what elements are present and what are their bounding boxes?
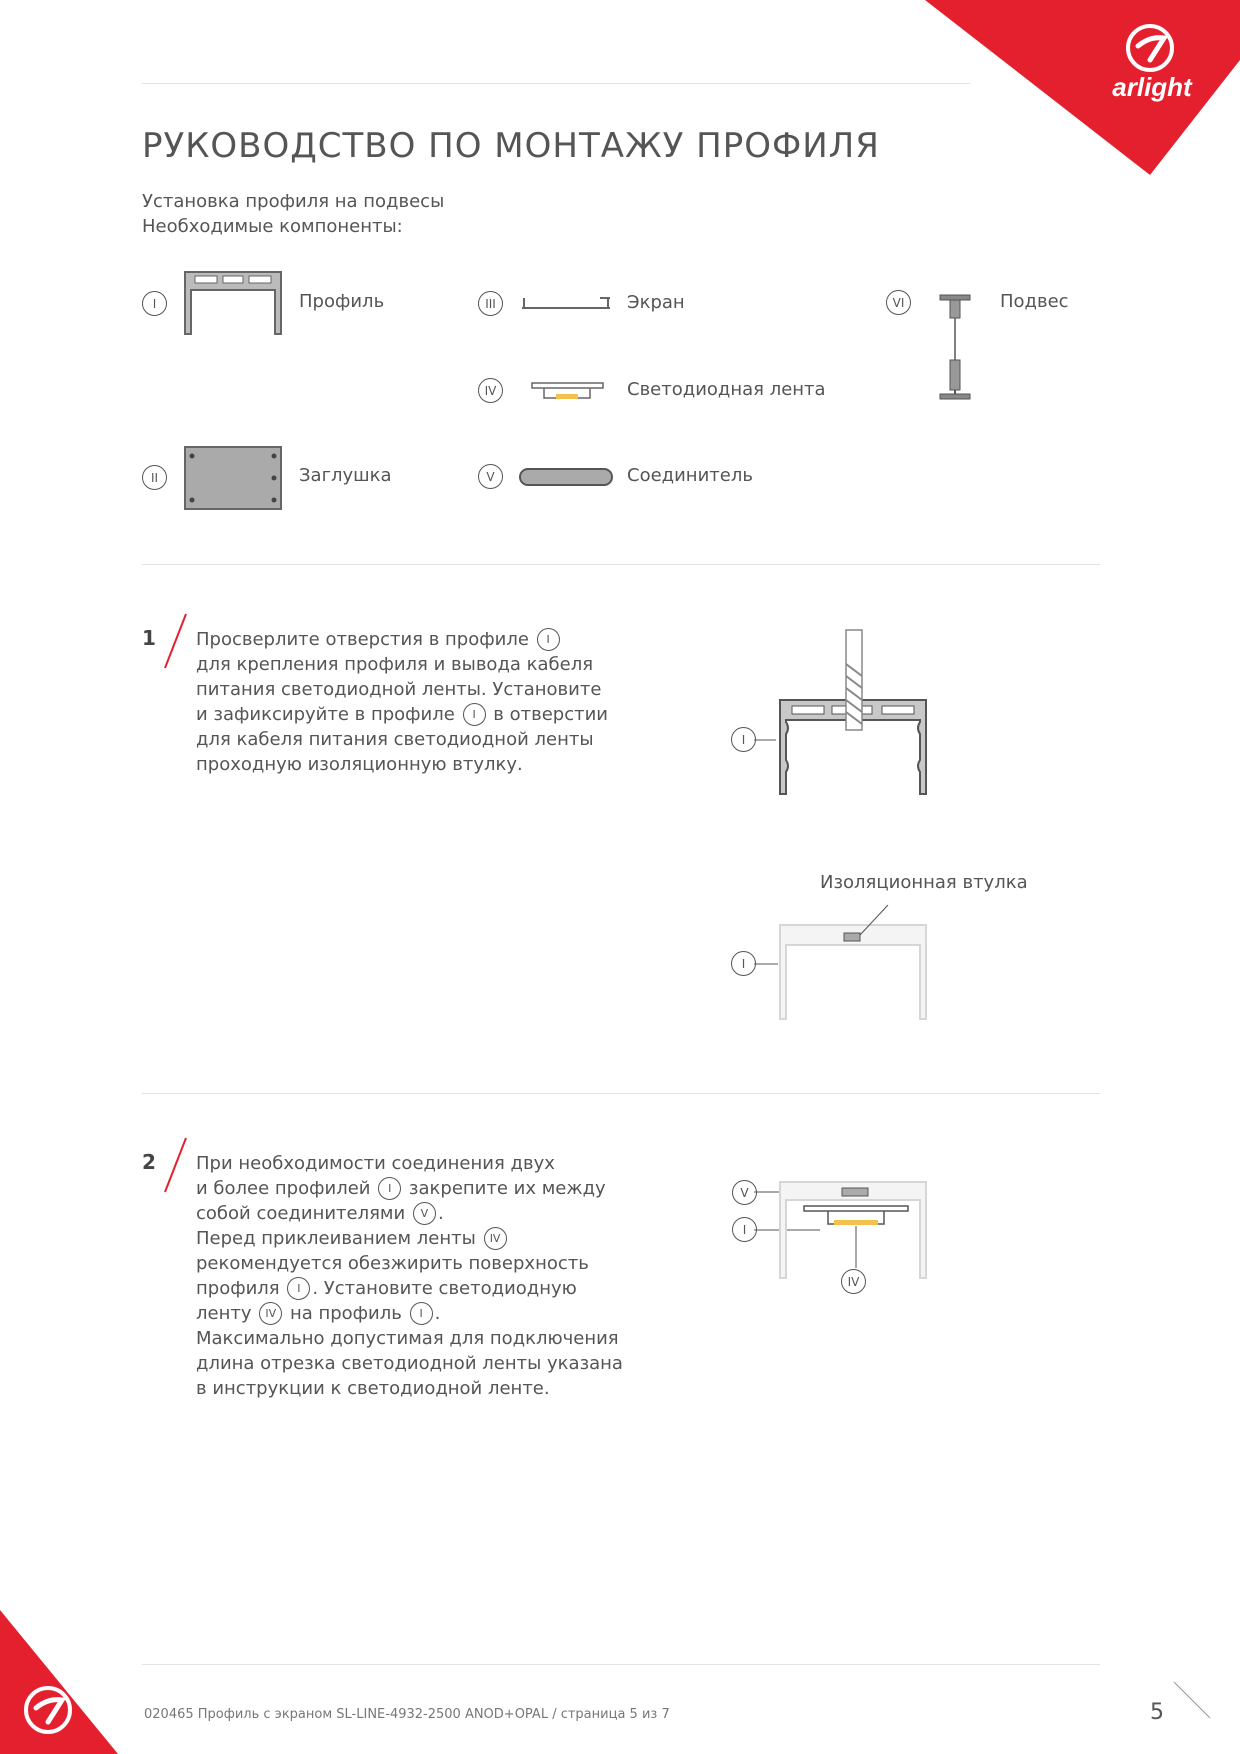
end-cap-icon	[184, 446, 282, 510]
section-rule-1	[142, 564, 1100, 565]
led-strip-icon	[530, 380, 605, 402]
subtitle-line-1: Установка профиля на подвесы	[142, 191, 445, 212]
component-number-iii: III	[478, 291, 503, 316]
step-text-fragment: Просверлите отверстия в профиле	[196, 629, 535, 650]
component-number-vi: VI	[886, 290, 911, 315]
step-text-fragment: При необходимости соединения двух	[196, 1153, 555, 1174]
page-corner-slash	[1172, 1680, 1212, 1720]
component-ref-badge: I	[537, 628, 560, 651]
step-1-line	[196, 677, 608, 702]
arlight-logo-text: arlight	[1112, 72, 1192, 102]
connector-icon	[518, 467, 614, 487]
assembly-callout-iv: IV	[841, 1269, 866, 1294]
footer-text: 020465 Профиль с экраном SL-LINE-4932-2500 ANOD+OPAL / страница 5 из 7	[144, 1707, 670, 1722]
profile-cross-section-icon	[183, 270, 283, 336]
assembly-callout-v: V	[732, 1180, 757, 1205]
step-2-line	[196, 1351, 623, 1376]
step-text-fragment: длина отрезка светодиодной ленты указана	[196, 1353, 623, 1374]
step-2-line	[196, 1151, 623, 1176]
step-2-line	[196, 1251, 623, 1276]
step-text-fragment: .	[437, 1203, 444, 1224]
step-text-fragment: для крепления профиля и вывода кабеля	[196, 654, 594, 675]
component-number-v: V	[478, 464, 503, 489]
step-1-line	[196, 727, 608, 752]
step-1-slash	[162, 612, 188, 670]
step-text-fragment: и зафиксируйте в профиле	[196, 704, 461, 725]
component-number-ii: II	[142, 465, 167, 490]
step-2-line	[196, 1226, 623, 1251]
step-text-fragment: .	[434, 1303, 441, 1324]
page-title: РУКОВОДСТВО ПО МОНТАЖУ ПРОФИЛЯ	[142, 126, 880, 166]
step-text-fragment: рекомендуется обезжирить поверхность	[196, 1253, 589, 1274]
footer-rule	[142, 1664, 1100, 1665]
step-2-line	[196, 1376, 623, 1401]
step-text-fragment: в отверстии	[487, 704, 608, 725]
step-2-number: 2	[142, 1150, 156, 1174]
brand-corner-bottom-left	[0, 1610, 130, 1754]
assembly-callout-i: I	[732, 1217, 757, 1242]
step-text-fragment: Перед приклеиванием ленты	[196, 1228, 482, 1249]
step-1-line	[196, 702, 608, 727]
step-2-line	[196, 1326, 623, 1351]
subtitle-line-2: Необходимые компоненты:	[142, 216, 403, 237]
component-label-led-strip: Светодиодная лента	[627, 379, 826, 400]
component-number-i: I	[142, 291, 167, 316]
component-label-profile: Профиль	[299, 291, 385, 312]
component-ref-badge: IV	[259, 1302, 282, 1325]
step-1-text	[196, 627, 608, 777]
step-text-fragment: проходную изоляционную втулку.	[196, 754, 523, 775]
component-label-screen: Экран	[627, 292, 685, 313]
component-label-suspension: Подвес	[1000, 291, 1069, 312]
brand-corner-top-right	[920, 0, 1240, 180]
diffuser-screen-icon	[520, 292, 612, 312]
step-1-line	[196, 627, 608, 652]
component-label-connector: Соединитель	[627, 465, 753, 486]
step-text-fragment: на профиль	[284, 1303, 408, 1324]
header-rule	[142, 83, 970, 84]
step-1-number: 1	[142, 626, 156, 650]
component-ref-badge: IV	[484, 1227, 507, 1250]
step-text-fragment: ленту	[196, 1303, 258, 1324]
step-2-line	[196, 1201, 623, 1226]
suspension-icon	[938, 294, 972, 406]
step-2-slash	[162, 1136, 188, 1194]
step-text-fragment: закрепите их между	[403, 1178, 606, 1199]
drill-figure	[720, 624, 940, 804]
page-number: 5	[1150, 1700, 1164, 1725]
component-label-end-cap: Заглушка	[299, 465, 392, 486]
step-text-fragment: и более профилей	[196, 1178, 377, 1199]
step-text-fragment: Максимально допустимая для подключения	[196, 1328, 619, 1349]
step-text-fragment: . Установите светодиодную	[312, 1278, 577, 1299]
step-text-fragment: собой соединителями	[196, 1203, 411, 1224]
step-1-line	[196, 652, 608, 677]
component-ref-badge: I	[287, 1277, 310, 1300]
bushing-label: Изоляционная втулка	[820, 872, 1028, 893]
step-1-line	[196, 752, 608, 777]
step-text-fragment: профиля	[196, 1278, 286, 1299]
step-text-fragment: питания светодиодной ленты. Установите	[196, 679, 602, 700]
drill-callout-i: I	[731, 727, 756, 752]
step-text-fragment: для кабеля питания светодиодной ленты	[196, 729, 594, 750]
component-ref-badge: I	[378, 1177, 401, 1200]
step-text-fragment: в инструкции к светодиодной ленте.	[196, 1378, 550, 1399]
step-2-line	[196, 1301, 623, 1326]
step-2-text	[196, 1151, 623, 1401]
step-2-line	[196, 1176, 623, 1201]
component-ref-badge: I	[463, 703, 486, 726]
bushing-callout-i: I	[731, 951, 756, 976]
component-ref-badge: I	[410, 1302, 433, 1325]
section-rule-2	[142, 1093, 1100, 1094]
component-ref-badge: V	[413, 1202, 436, 1225]
component-number-iv: IV	[478, 378, 503, 403]
step-2-line	[196, 1276, 623, 1301]
